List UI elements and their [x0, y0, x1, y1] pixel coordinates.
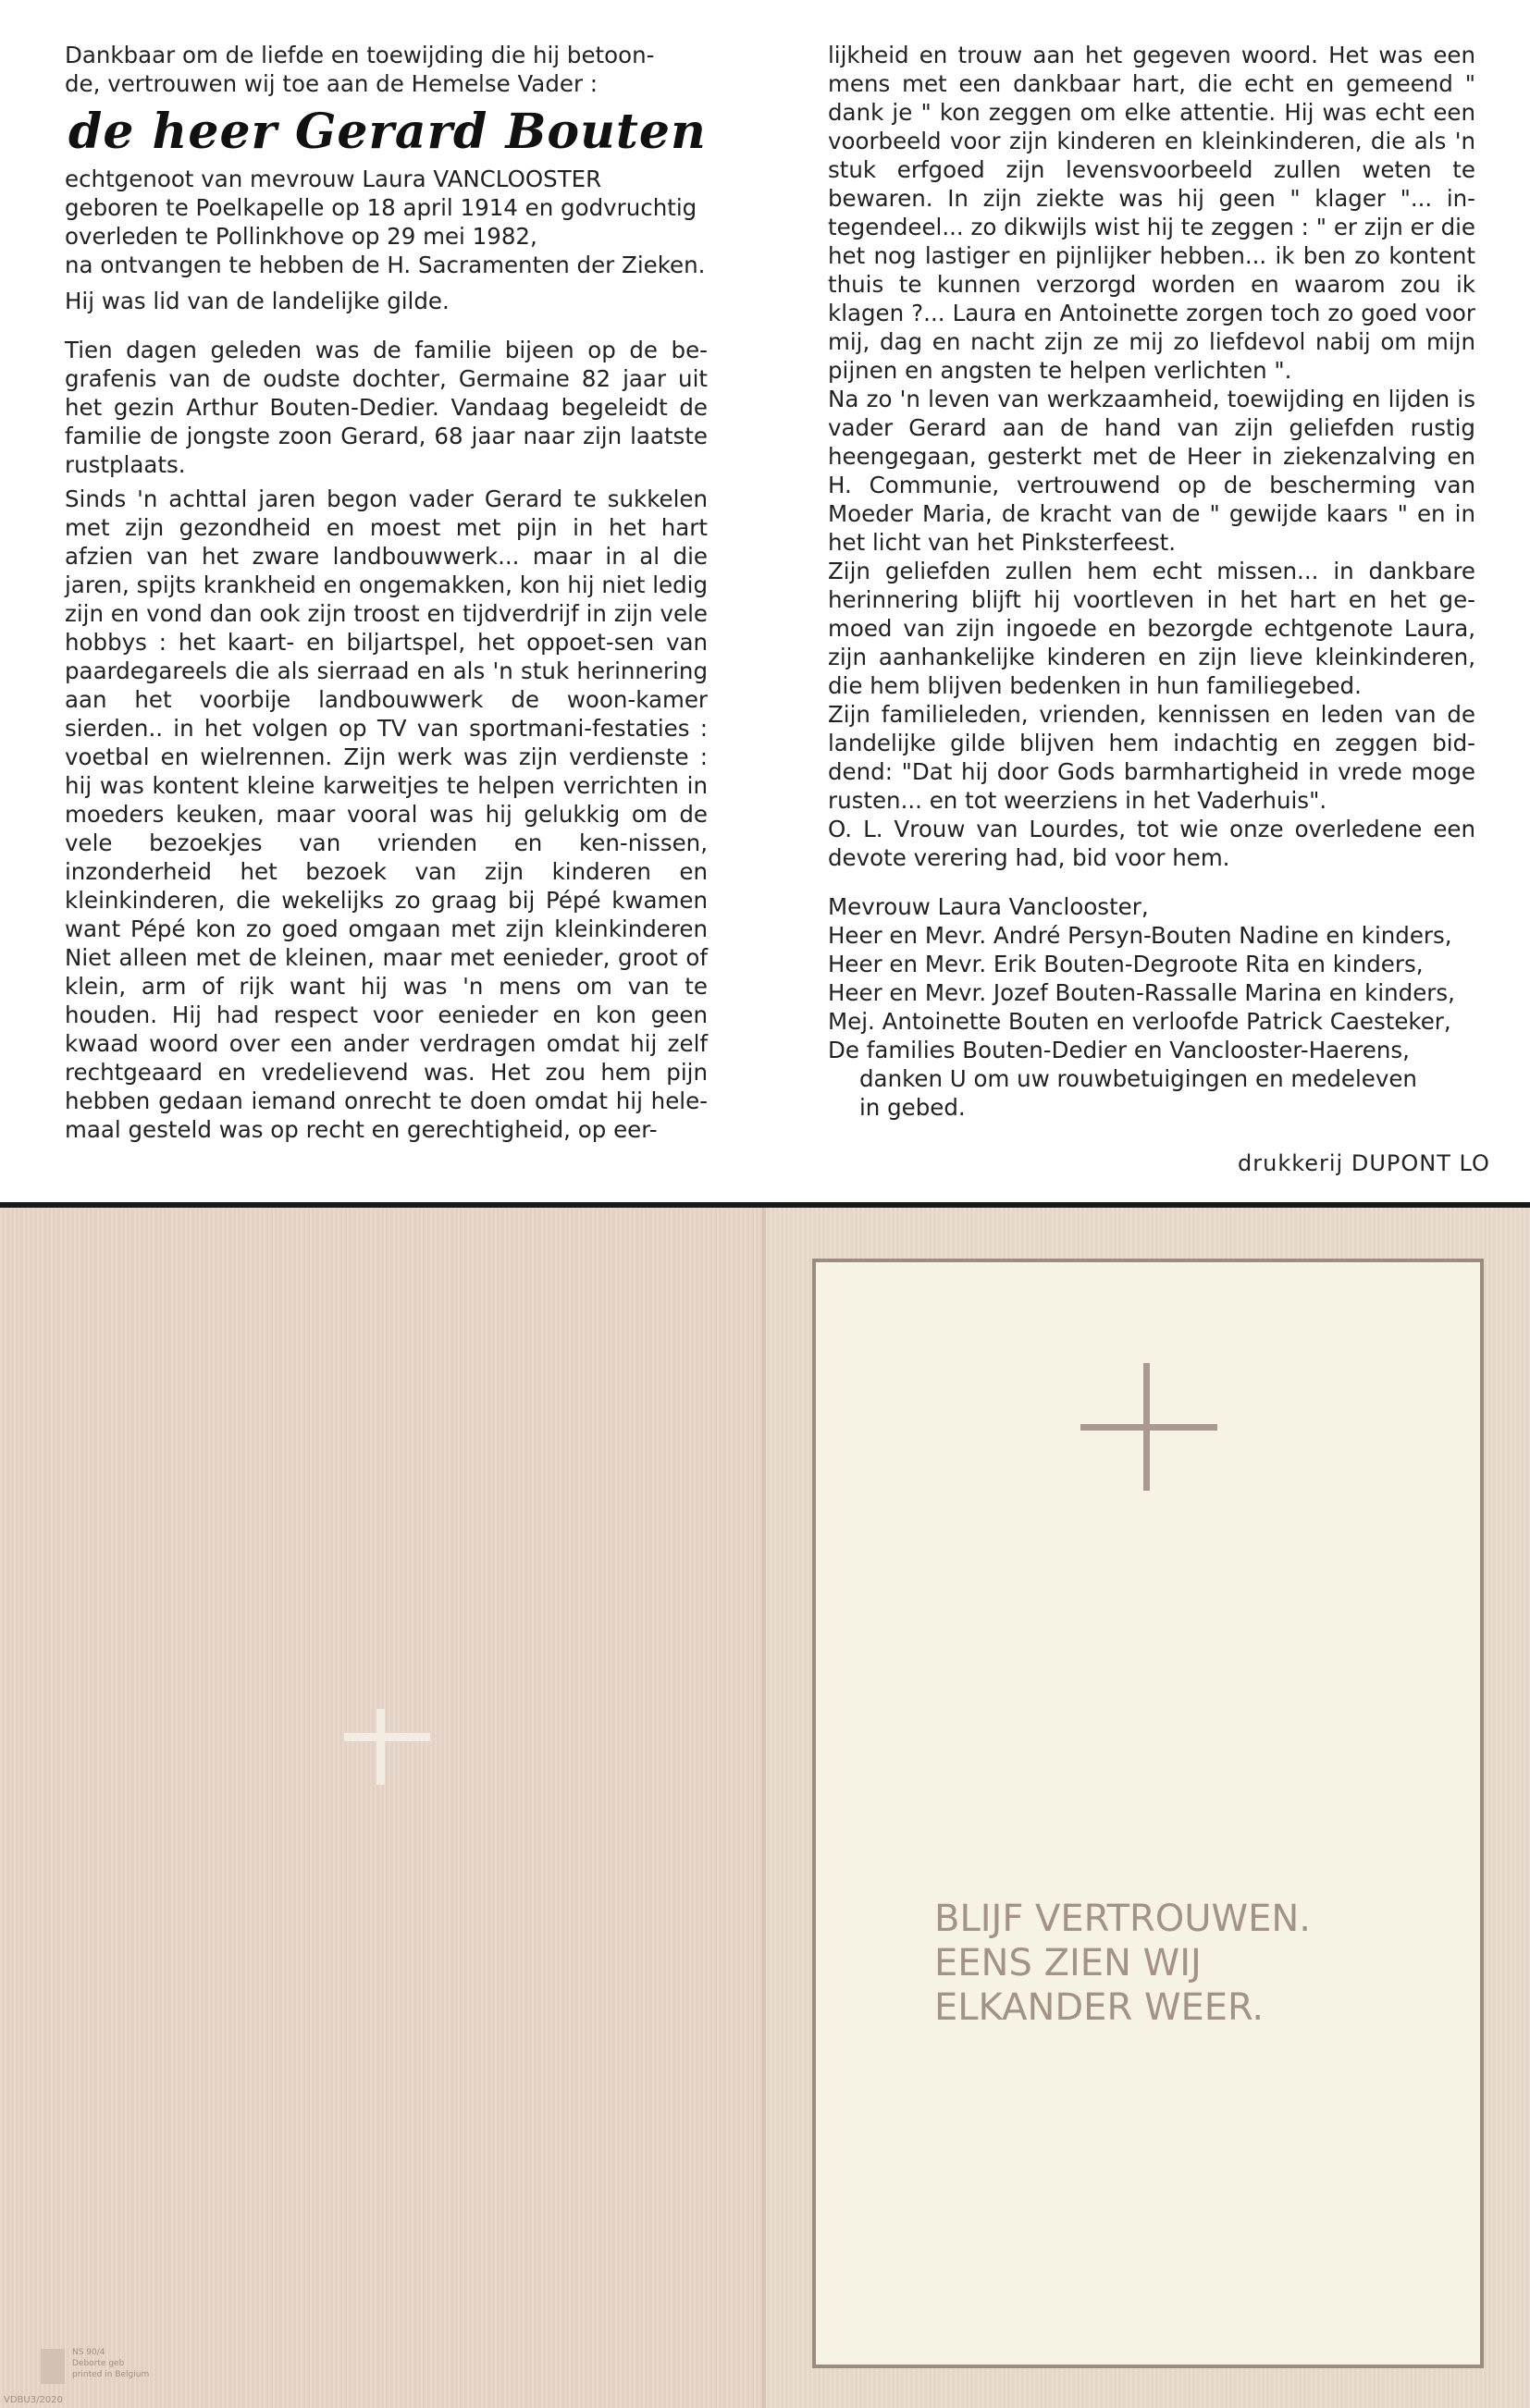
family-line: Heer en Mevr. André Persyn-Bouten Nadine en kinders,	[828, 922, 1452, 949]
family-line: Mevrouw Laura Vanclooster,	[828, 893, 1149, 920]
paragraph-prayer: Zijn familieleden, vrienden, kennissen en leden van de landelijke gilde blijven hem indachtig en zeggen bid-dend: "Dat hij door Gods barmhartigheid in vrede moge rusten... en tot weerziens in het Vaderhuis".	[828, 701, 1475, 814]
card-cover-page	[0, 1208, 1530, 2408]
family-line: Heer en Mevr. Erik Bouten-Degroote Rita en kinders,	[828, 951, 1424, 977]
thanks-line-1: danken U om uw rouwbetuigingen en medeleven	[859, 1065, 1417, 1092]
printer-logo-icon	[41, 2349, 65, 2384]
birth-line-3: na ontvangen te hebben de H. Sacramenten der Zieken.	[65, 252, 706, 278]
motto-line-1: BLIJF VERTROUWEN.	[934, 1898, 1312, 1940]
cross-icon	[1080, 1424, 1217, 1431]
intro-line-2: de, vertrouwen wij toe aan de Hemelse Vader :	[65, 70, 598, 97]
spacer	[828, 872, 1475, 892]
paragraph-character: lijkheid en trouw aan het gegeven woord. Het was een mens met een dankbaar hart, die echt en gemeend " dank je " kon zeggen om elke attentie. Hij was echt een voorbeeld voor zijn kinderen en kleinkinderen, die als 'n stuk erfgoed zijn levensvoorbeeld zullen weten te bewaren. In zijn ziekte was hij geen " klager "... in-tegendeel... zo dikwijls wist hij te zeggen : " er zijn er die het nog lastiger en pijnlijker hebben... ik ben zo kontent thuis te kunnen verzorgd worden en waarom zou ik klagen ?... Laura en Antoinette zorgen toch zo goed voor mij, dag en nacht zijn ze mij zo liefdevol nabij om mijn pijnen en angsten te helpen verlichten ".	[828, 42, 1475, 384]
birth-line-2: overleden te Pollinkhove op 29 mei 1982,	[65, 223, 537, 250]
spouse-line: echtgenoot van mevrouw Laura VANCLOOSTER	[65, 166, 602, 192]
left-column	[65, 41, 708, 1144]
member-line: Hij was lid van de landelijke gilde.	[65, 288, 450, 314]
paragraph-passing: Na zo 'n leven van werkzaamheid, toewijding en lijden is vader Gerard aan de hand van zijn geliefden rustig heengegaan, gesterkt met de Heer in ziekenzalving en H. Communie, vertrouwend op de bescherming van Moeder Maria, de kracht van de " gewijde kaars " en in het licht van het Pinksterfeest.	[828, 386, 1475, 556]
card-text-page	[0, 0, 1530, 1202]
printer-credit: drukkerij DUPONT LO	[1238, 1150, 1490, 1176]
fold-line	[762, 1208, 766, 2408]
motto-line-2: EENS ZIEN WIJ	[934, 1942, 1202, 1984]
right-column	[828, 41, 1475, 1122]
family-line: De families Bouten-Dedier en Vanclooster-Haerens,	[828, 1037, 1410, 1063]
paragraph-life: Sinds 'n achttal jaren begon vader Gerard te sukkelen met zijn gezondheid en moest met pijn in het hart afzien van het zware landbouwwerk... maar in al die jaren, spijts krankheid en ongemakken, kon hij niet ledig zijn en vond dan ook zijn troost en tijdverdrijf in zijn vele hobbys : het kaart- en biljartspel, het oppoet-sen van paardegareels die als sierraad en als 'n stuk herinnering aan het voorbije landbouwwerk de woon-kamer sierden.. in het volgen op TV van sportmani-festaties : voetbal en wielrennen. Zijn werk was zijn verdienste : hij was kontent kleine karweitjes te helpen verrichten in moeders keuken, maar vooral was hij gelukkig om de vele bezoekjes van vrienden en ken-nissen, inzonderheid het bezoek van zijn kinderen en kleinkinderen, die wekelijks zo graag bij Pépé kwamen want Pépé kon zo goed omgaan met zijn kleinkinderen Niet alleen met de kleinen, maar met eenieder, groot of klein, arm of rijk want hij was 'n mens om van te houden. Hij had respect voor eenieder en kon geen kwaad woord over een ander verdragen omdat hij zelf rechtgeaard en vredelievend was. Het zou hem pijn hebben gedaan iemand onrecht te doen omdat hij hele-maal gesteld was op recht en gerechtigheid, op eer-	[65, 485, 708, 1143]
family-line: Heer en Mevr. Jozef Bouten-Rassalle Marina en kinders,	[828, 979, 1455, 1006]
birth-line-1: geboren te Poelkapelle op 18 april 1914 en godvruchtig	[65, 194, 697, 221]
motto	[934, 1897, 1311, 2030]
intro-line-1: Dankbaar om de liefde en toewijding die hij betoon-	[65, 42, 655, 68]
paragraph-memory: Zijn geliefden zullen hem echt missen... in dankbare herinnering blijft hij voortleven in het hart en het ge-moed van zijn ingoede en bezorgde echtgenote Laura, zijn aanhankelijke kinderen en zijn lieve kleinkinderen, die hem blijven bedenken in hun familiegebed.	[828, 558, 1475, 699]
embossed-cross-icon	[344, 1733, 430, 1741]
embossed-cross-icon	[376, 1709, 385, 1785]
paragraph-funeral: Tien dagen geleden was de familie bijeen op de be-grafenis van de oudste dochter, Germaine 82 jaar uit het gezin Arthur Bouten-Dedier. Vandaag begeleidt de familie de jongste zoon Gerard, 68 jaar naar zijn laatste rustplaats.	[65, 337, 708, 478]
thanks-line-2: in gebed.	[859, 1094, 966, 1121]
back-panel	[0, 1208, 765, 2408]
spacer	[65, 315, 708, 336]
paragraph-lourdes: O. L. Vrouw van Lourdes, tot wie onze overledene een devote verering had, bid voor hem.	[828, 816, 1475, 871]
deceased-name: de heer Gerard Bouten	[68, 104, 707, 160]
family-list	[828, 892, 1475, 1122]
archive-code: VDBU3/2020	[4, 2395, 63, 2405]
motto-line-3: ELKANDER WEER.	[934, 1986, 1265, 2029]
family-line: Mej. Antoinette Bouten en verloofde Patrick Caesteker,	[828, 1008, 1451, 1035]
printer-stamp: NS 90/4 Deborte geb printed in Belgium	[72, 2348, 150, 2379]
